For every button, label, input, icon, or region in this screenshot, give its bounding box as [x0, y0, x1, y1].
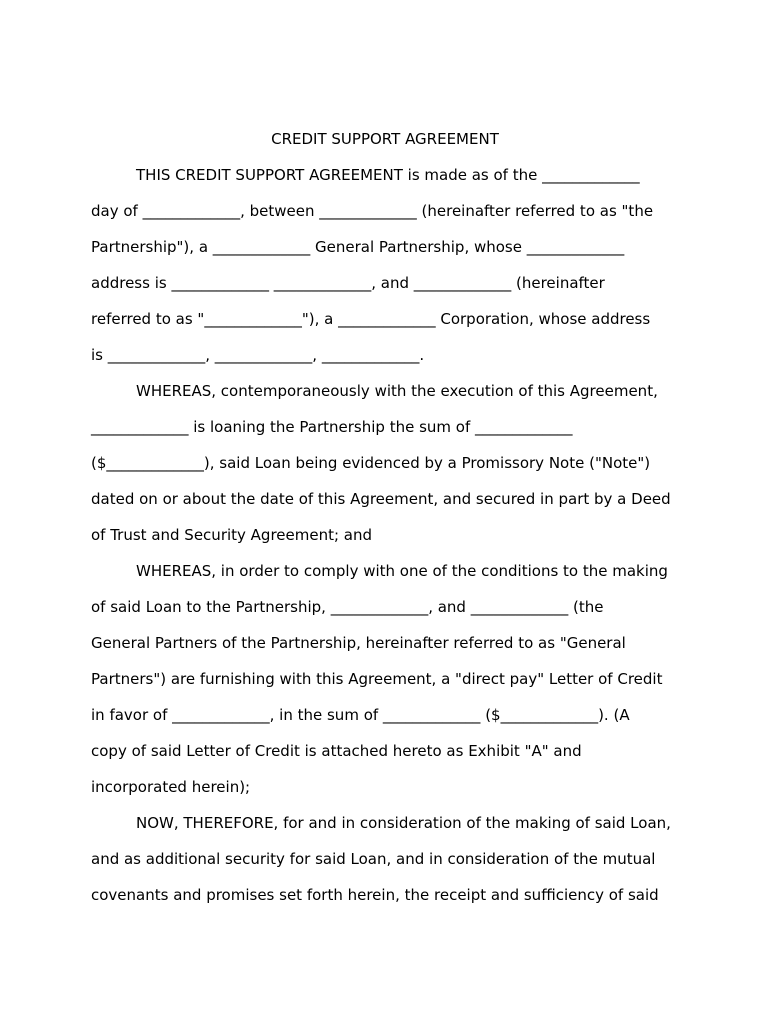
- text-line: Partnership"), a _____________ General Partnership, whose _____________: [91, 238, 625, 256]
- text-line: of Trust and Security Agreement; and: [91, 526, 373, 544]
- text-line: NOW, THEREFORE, for and in consideration of the making of said Loan,: [136, 814, 671, 832]
- text-line: _____________ is loaning the Partnership the sum of _____________: [91, 418, 573, 436]
- text-line: dated on or about the date of this Agreement, and secured in part by a Deed: [91, 490, 671, 508]
- text-line: WHEREAS, contemporaneously with the execution of this Agreement,: [136, 382, 658, 400]
- document-title: CREDIT SUPPORT AGREEMENT: [271, 130, 499, 148]
- text-line: and as additional security for said Loan, and in consideration of the mutual: [91, 850, 656, 868]
- text-line: covenants and promises set forth herein, the receipt and sufficiency of said: [91, 886, 659, 904]
- text-line: copy of said Letter of Credit is attached hereto as Exhibit "A" and: [91, 742, 582, 760]
- text-line: General Partners of the Partnership, hereinafter referred to as "General: [91, 634, 626, 652]
- text-line: Partners") are furnishing with this Agreement, a "direct pay" Letter of Credit: [91, 670, 663, 688]
- text-line: address is _____________ _____________, and _____________ (hereinafter: [91, 274, 605, 292]
- text-line: is _____________, _____________, _____________.: [91, 346, 425, 364]
- text-line: ($_____________), said Loan being evidenced by a Promissory Note ("Note"): [91, 454, 651, 472]
- text-line: of said Loan to the Partnership, _____________, and _____________ (the: [91, 598, 604, 616]
- text-line: referred to as "_____________"), a _____________ Corporation, whose address: [91, 310, 651, 328]
- text-line: THIS CREDIT SUPPORT AGREEMENT is made as of the _____________: [136, 166, 640, 184]
- text-line: day of _____________, between _____________ (hereinafter referred to as "the: [91, 202, 654, 220]
- text-line: incorporated herein);: [91, 778, 251, 796]
- text-line: WHEREAS, in order to comply with one of the conditions to the making: [136, 562, 668, 580]
- text-line: in favor of _____________, in the sum of _____________ ($_____________). (A: [91, 706, 630, 724]
